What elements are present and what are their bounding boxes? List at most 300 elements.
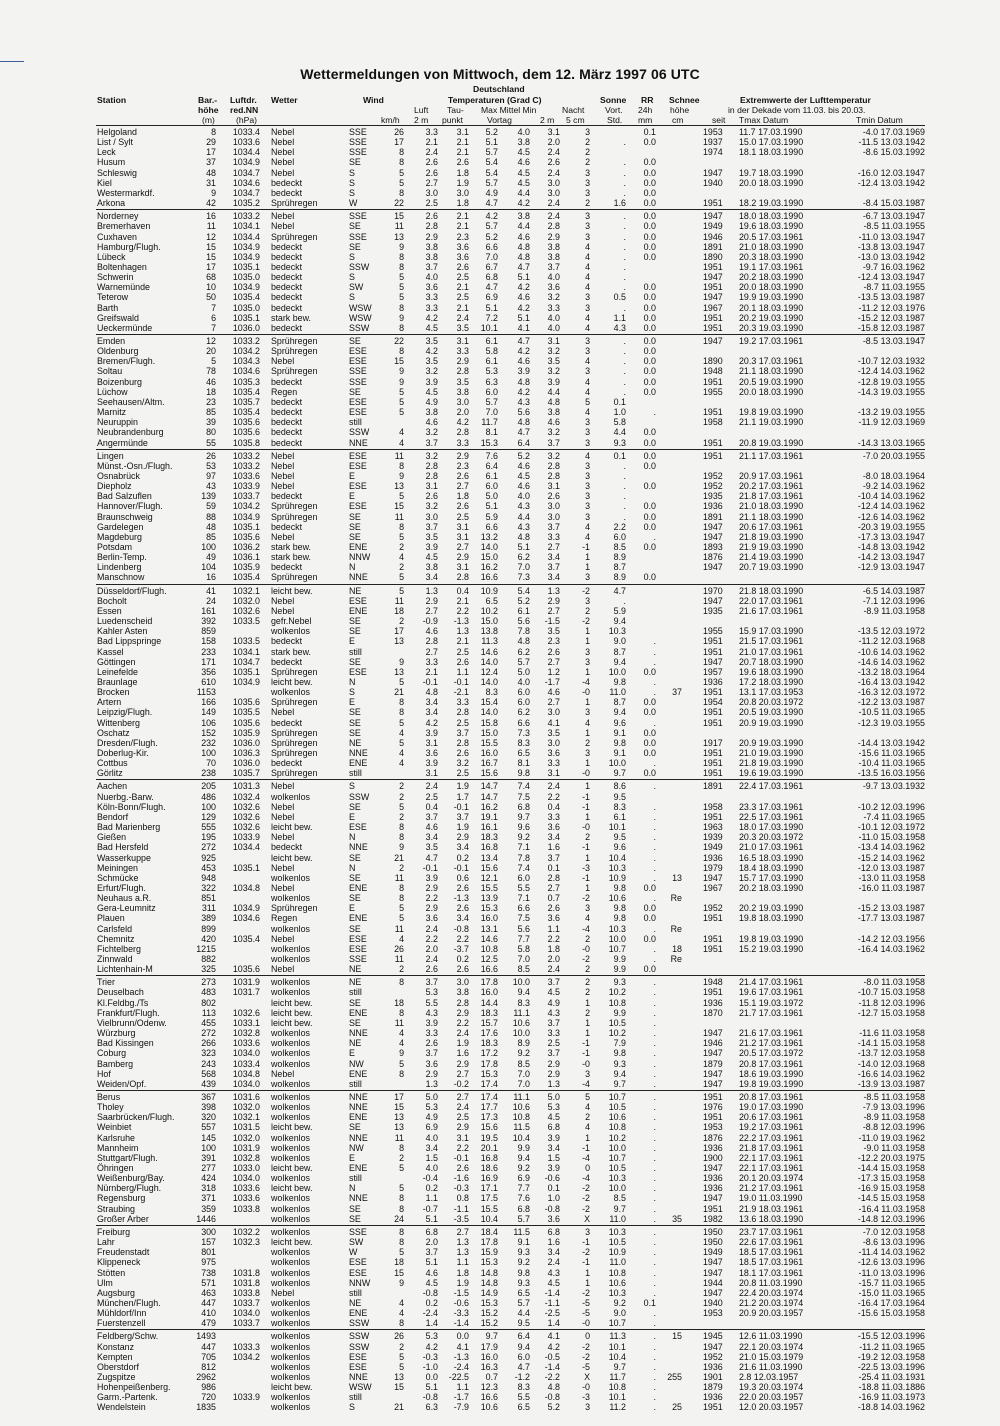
tmin-record: -11.5 13.03.1942 (858, 137, 925, 148)
record-since: 1954 (703, 697, 723, 708)
record-since: 1951 (703, 707, 723, 718)
wind-direction: SSW (349, 1318, 370, 1329)
night-min: 2 (585, 157, 590, 168)
station-name: Stötten (97, 1267, 126, 1278)
wind-direction: ESE (349, 1361, 367, 1372)
table-row (0, 944, 1000, 954)
table-row (0, 647, 1000, 657)
max-temp: 18.3 (480, 1007, 498, 1018)
sunshine-hours: 0.1 (613, 396, 626, 407)
tmin-record: -12.4 13.03.1947 (857, 272, 925, 283)
pressure-value: 1035.7 (232, 768, 260, 779)
tmin-record: -14.0 12.03.1968 (857, 1058, 925, 1069)
max-temp: 17.1 (480, 1183, 498, 1194)
min-temp: 1.3 (547, 1078, 560, 1089)
header-temps: Temperaturen (Grad C) (448, 95, 542, 105)
wind-direction: SE (349, 221, 361, 232)
station-name: Gera-Leumnitz (97, 903, 156, 914)
header-tmin: Tmin Datum (856, 115, 903, 125)
mean-temp: 9.1 (517, 1237, 530, 1248)
weather-text: wolkenlos (271, 1152, 310, 1163)
wind-speed: 13 (394, 1122, 404, 1133)
min-temp: 4.1 (547, 1331, 560, 1342)
tmax-record: 22.1 17.03.1961 (739, 1152, 804, 1163)
wind-direction: SSE (349, 211, 367, 222)
station-name: Mannheim (97, 1142, 139, 1153)
tmin-record: -15.7 11.03.1965 (858, 1277, 925, 1288)
tmin-record: -12.6 13.03.1996 (857, 1257, 925, 1268)
wind-speed: 4 (399, 933, 404, 944)
weather-text: Nebel (271, 147, 295, 158)
dew-point: -3.7 (453, 943, 469, 954)
weather-text: wolkenlos (271, 1173, 310, 1184)
weather-text: bedeckt (271, 717, 303, 728)
mean-temp: 4.7 (517, 1361, 530, 1372)
height-value: 97 (206, 470, 216, 481)
table-row (0, 1069, 1000, 1079)
tmin-record: -9.2 14.03.1962 (862, 481, 925, 492)
sunshine-hours: . (623, 282, 626, 293)
weather-text: leicht bew. (271, 1183, 313, 1194)
dew-point: 3.6 (456, 251, 469, 262)
weather-text: wolkenlos (271, 1267, 310, 1278)
max-temp: 14.8 (480, 1277, 498, 1288)
station-name: Magdeburg (97, 531, 142, 542)
max-temp: 15.2 (480, 1318, 498, 1329)
table-row (0, 1204, 1000, 1214)
mean-temp: 7.4 (517, 862, 530, 873)
table-row (0, 1079, 1000, 1089)
tmin-record: -13.4 14.03.1962 (857, 842, 925, 853)
weather-text: leicht bew. (271, 1007, 313, 1018)
air-temp: 4.2 (425, 1341, 438, 1352)
min-temp: 2.9 (547, 231, 560, 242)
table-row (0, 977, 1000, 987)
table-row (0, 853, 1000, 863)
snow-depth: 37 (672, 687, 682, 698)
table-row (0, 157, 1000, 167)
dew-point: 1.3 (456, 1247, 469, 1258)
air-temp: 3.8 (425, 562, 438, 573)
mean-temp: 4.7 (517, 261, 530, 272)
min-temp: 3.4 (547, 1247, 560, 1258)
dew-point: 2.5 (456, 717, 469, 728)
table-row (0, 356, 1000, 366)
max-temp: 10.8 (480, 943, 498, 954)
air-temp: 2.7 (425, 646, 438, 657)
max-temp: 20.1 (480, 1142, 498, 1153)
weather-text: Sprühregen (271, 501, 318, 512)
mean-temp: 6.2 (517, 552, 530, 563)
dew-point: 2.5 (456, 272, 469, 283)
max-temp: 12.5 (480, 954, 498, 964)
station-name: Nürnberg/Flugh. (97, 1183, 162, 1194)
pressure-value: 1035.0 (232, 272, 260, 283)
dew-point: 2.9 (456, 1058, 469, 1069)
air-temp: 3.7 (425, 521, 438, 532)
station-name: Lübeck (97, 251, 126, 262)
record-since: 1947 (703, 1267, 723, 1278)
pressure-value: 1033.4 (232, 127, 260, 137)
table-row (0, 542, 1000, 552)
tmin-record: -14.8 13.03.1942 (857, 542, 925, 552)
wind-speed: 5 (399, 572, 404, 583)
mean-temp: 5.6 (517, 923, 530, 934)
night-min: 5 (585, 396, 590, 407)
table-row (0, 1143, 1000, 1153)
min-temp: 3.7 (547, 1048, 560, 1059)
precipitation: . (653, 811, 656, 822)
air-temp: 3.8 (425, 241, 438, 252)
air-temp: 2.7 (425, 605, 438, 616)
record-since: 1936 (703, 501, 723, 512)
max-temp: 4.2 (485, 211, 498, 222)
weather-text: Nebel (271, 595, 295, 606)
wind-speed: 4 (399, 748, 404, 758)
height-value: 39 (206, 417, 216, 428)
max-temp: 4.9 (485, 187, 498, 198)
min-temp: 0.7 (547, 893, 560, 904)
max-temp: 8.3 (485, 687, 498, 698)
dew-point: 2.2 (456, 1142, 469, 1153)
table-row (0, 168, 1000, 178)
wind-speed: 26 (394, 127, 404, 137)
max-temp: 19.1 (480, 811, 498, 822)
record-since: 1891 (703, 781, 723, 792)
tmax-record: 21.0 18.03.1990 (739, 241, 804, 252)
height-value: 85 (206, 407, 216, 418)
wind-direction: SE (349, 717, 361, 728)
wind-speed: 4 (399, 1028, 404, 1039)
header-min-2m: 2 m (540, 115, 555, 125)
height-value: 11 (206, 221, 216, 232)
mean-temp: 4.8 (517, 376, 530, 387)
height-value: 7 (211, 302, 216, 313)
mean-temp: 7.0 (517, 1068, 530, 1079)
air-temp: 3.4 (425, 707, 438, 718)
weather-text: wolkenlos (271, 1226, 310, 1237)
wind-speed: 18 (394, 605, 404, 616)
record-since: 1951 (703, 437, 723, 448)
record-since: 1951 (703, 282, 723, 293)
air-temp: 2.9 (425, 882, 438, 893)
pressure-value: 1033.5 (232, 616, 260, 627)
height-value: 557 (201, 1122, 216, 1133)
weather-text: Nebel (271, 356, 295, 367)
pressure-value: 1034.3 (232, 356, 260, 367)
pressure-value: 1031.9 (232, 1142, 260, 1153)
height-value: 1493 (196, 1331, 216, 1342)
max-temp: 12.1 (480, 872, 498, 883)
header-luft-3: (hPa) (236, 115, 258, 125)
weather-text: wolkenlos (271, 1048, 310, 1059)
tmax-record: 21.5 17.03.1961 (739, 636, 804, 647)
night-min: -4 (582, 1173, 590, 1184)
wind-speed: 8 (399, 302, 404, 313)
dew-point: 1.8 (456, 1267, 469, 1278)
record-since: 1901 (703, 1372, 723, 1382)
tmax-record: 21.0 18.03.1990 (739, 501, 804, 512)
night-min: 4 (585, 282, 590, 293)
station-name: Artern (97, 697, 122, 708)
sunshine-hours: 9.0 (613, 1308, 626, 1319)
station-name: Bremen/Flugh. (97, 356, 156, 367)
pressure-value: 1033.6 (232, 470, 260, 481)
pressure-value: 1034.2 (232, 346, 260, 357)
sunshine-hours: 8.7 (613, 562, 626, 573)
mean-temp: 6.8 (517, 801, 530, 812)
mean-temp: 9.2 (517, 1257, 530, 1268)
air-temp: 3.2 (425, 450, 438, 461)
max-temp: 17.9 (480, 1341, 498, 1352)
height-value: 106 (201, 717, 216, 728)
station-name: Greifswald (97, 312, 139, 323)
wind-direction: ESE (349, 933, 367, 944)
header-tau-2: punkt (442, 115, 464, 125)
min-temp: 4.5 (547, 1112, 560, 1123)
max-temp: 14.7 (480, 781, 498, 792)
height-value: 311 (201, 903, 216, 914)
max-temp: 14.7 (480, 791, 498, 802)
wind-speed: 2 (399, 542, 404, 552)
height-value: 325 (201, 964, 216, 975)
weather-text: Sprühregen (271, 336, 318, 346)
min-temp: 4.0 (547, 322, 560, 333)
height-value: 26 (206, 450, 216, 461)
night-min: -1 (582, 791, 590, 802)
dew-point: 2.1 (456, 636, 469, 647)
night-min: 4 (585, 356, 590, 367)
wind-direction: ESE (349, 666, 367, 677)
mean-temp: 9.2 (517, 1048, 530, 1059)
height-value: 53 (206, 460, 216, 471)
air-temp: 4.5 (425, 322, 438, 333)
weather-text: wolkenlos (271, 1297, 310, 1308)
tmax-record: 20.3 20.03.1972 (739, 832, 804, 843)
table-row (0, 127, 1000, 137)
tmin-record: -10.4 11.03.1965 (858, 758, 925, 769)
sunshine-hours: 11.7 (609, 1372, 626, 1382)
weather-text: Nebel (271, 137, 295, 148)
dew-point: 3.7 (456, 811, 469, 822)
mean-temp: 4.3 (517, 501, 530, 512)
wind-direction: NNE (349, 842, 368, 853)
air-temp: -0.4 (422, 1173, 438, 1184)
night-min: -5 (582, 1361, 590, 1372)
night-min: 1 (585, 852, 590, 863)
sunshine-hours: 9.8 (613, 903, 626, 914)
station-name: Fichtelberg (97, 943, 141, 954)
table-row (0, 1342, 1000, 1352)
wind-direction: ESE (349, 407, 367, 418)
precipitation: . (653, 1267, 656, 1278)
table-row (0, 252, 1000, 262)
table-row (0, 512, 1000, 522)
wind-speed: 8 (399, 1237, 404, 1248)
station-name: Essen (97, 605, 122, 616)
mean-temp: 6.9 (517, 1173, 530, 1184)
height-value: 447 (201, 1297, 216, 1308)
weather-text: Sprühregen (271, 346, 318, 357)
tmax-record: 22.6 17.03.1961 (739, 1237, 804, 1248)
dew-point: 2.6 (456, 656, 469, 667)
mean-temp: 6.6 (517, 717, 530, 728)
wind-direction: SSE (349, 366, 367, 377)
tmax-record: 20.2 17.03.1961 (739, 481, 804, 492)
min-temp: 2.6 (547, 646, 560, 657)
pressure-value: 1035.4 (232, 292, 260, 303)
air-temp: 5.3 (425, 987, 438, 998)
mean-temp: 9.4 (517, 1341, 530, 1352)
tmax-record: 19.0 17.03.1990 (739, 1102, 804, 1113)
night-min: 3 (585, 187, 590, 198)
station-name: Boltenhagen (97, 261, 147, 272)
tmax-record: 22.1 20.03.1974 (739, 1341, 804, 1352)
dew-point: 0.0 (456, 1331, 469, 1342)
wind-direction: NW (349, 1142, 364, 1153)
weather-text: wolkenlos (271, 977, 310, 988)
min-temp: 2.3 (547, 636, 560, 647)
pressure-value: 1035.4 (232, 386, 260, 397)
wind-direction: still (349, 1173, 362, 1184)
precipitation: . (653, 1102, 656, 1113)
wind-direction: ESE (349, 460, 367, 471)
sunshine-hours: 10.0 (608, 1142, 626, 1153)
air-temp: 2.6 (425, 157, 438, 168)
height-value: 37 (206, 157, 216, 168)
wind-speed: 8 (399, 157, 404, 168)
min-temp: 2.8 (547, 460, 560, 471)
night-min: 2 (585, 987, 590, 998)
weather-text: bedeckt (271, 842, 303, 853)
weather-text: wolkenlos (271, 1213, 310, 1224)
dew-point: 0.4 (456, 585, 469, 596)
station-name: Zugspitze (97, 1372, 136, 1382)
record-since: 1947 (703, 595, 723, 606)
precipitation: . (653, 1142, 656, 1153)
station-name: Bad Lippspringe (97, 636, 162, 647)
air-temp: -0.3 (422, 1351, 438, 1362)
tmin-record: -11.0 13.03.1996 (858, 1267, 925, 1278)
precipitation: 0.0 (643, 748, 656, 758)
weather-text: bedeckt (271, 376, 303, 387)
weather-text: stark bew. (271, 542, 311, 552)
table-row (0, 768, 1000, 778)
air-temp: 3.3 (425, 656, 438, 667)
station-name: Kempten (97, 1351, 133, 1362)
station-name: Angermünde (97, 437, 148, 448)
table-row (0, 387, 1000, 397)
mean-temp: 5.1 (517, 542, 530, 552)
mean-temp: 11.5 (513, 1226, 530, 1237)
night-min: 4 (585, 261, 590, 272)
wind-speed: 13 (394, 1112, 404, 1123)
air-temp: 4.0 (425, 1132, 438, 1143)
pressure-value: 1032.6 (232, 1007, 260, 1018)
wind-speed: 8 (399, 261, 404, 272)
mean-temp: 5.2 (517, 595, 530, 606)
sunshine-hours: . (623, 376, 626, 387)
weather-text: leicht bew. (271, 585, 313, 596)
mean-temp: 4.5 (517, 470, 530, 481)
mean-temp: 5.1 (517, 312, 530, 323)
record-since: 1951 (703, 768, 723, 779)
wind-direction: NNE (349, 1372, 368, 1382)
sunshine-hours: 10.9 (608, 872, 626, 883)
wind-speed: 26 (394, 943, 404, 954)
air-temp: 4.6 (425, 1267, 438, 1278)
weather-text: wolkenlos (271, 1203, 310, 1214)
max-temp: 15.8 (480, 717, 498, 728)
record-since: 1947 (703, 531, 723, 542)
mean-temp: 9.2 (517, 1163, 530, 1173)
pressure-value: 1033.9 (232, 481, 260, 492)
precipitation: . (653, 1058, 656, 1069)
record-since: 1945 (703, 1331, 723, 1342)
air-temp: 2.9 (425, 595, 438, 606)
air-temp: 3.8 (425, 407, 438, 418)
station-name: Bad Marienberg (97, 822, 161, 833)
max-temp: 15.9 (480, 1247, 498, 1258)
min-temp: 3.3 (547, 531, 560, 542)
tmax-record: 18.0 18.03.1990 (739, 211, 804, 222)
table-row (0, 1331, 1000, 1341)
mean-temp: 4.4 (517, 1308, 530, 1319)
min-temp: 6.8 (547, 1226, 560, 1237)
wind-speed: 4 (399, 1308, 404, 1319)
air-temp: 3.8 (425, 251, 438, 262)
tmax-record: 20.2 19.03.1990 (739, 903, 804, 914)
station-name: Hannover/Flugh. (97, 501, 163, 512)
sunshine-hours: 4.3 (613, 322, 626, 333)
pressure-value: 1032.0 (232, 1132, 260, 1143)
max-temp: 5.7 (485, 221, 498, 232)
mean-temp: 4.4 (517, 221, 530, 232)
mean-temp: 3.8 (517, 137, 530, 148)
tmax-record: 23.3 17.03.1961 (739, 801, 804, 812)
precipitation: 0.0 (643, 727, 656, 738)
pressure-value: 1036.2 (232, 542, 260, 552)
dew-point: 1.8 (456, 167, 469, 178)
night-min: -3 (582, 862, 590, 873)
height-value: 145 (201, 1132, 216, 1143)
wind-speed: 5 (399, 1351, 404, 1362)
mean-temp: 10.8 (512, 1112, 530, 1123)
height-value: 49 (206, 552, 216, 563)
precipitation: 0.0 (643, 427, 656, 438)
weather-text: stark bew. (271, 646, 311, 657)
weather-text: Sprühregen (271, 727, 318, 738)
wind-direction: SSE (349, 147, 367, 158)
min-temp: 2.8 (547, 470, 560, 481)
weather-text: leicht bew. (271, 822, 313, 833)
night-min: -2 (582, 1351, 590, 1362)
table-row (0, 562, 1000, 572)
wind-speed: 24 (394, 1213, 404, 1224)
record-since: 1936 (703, 997, 723, 1008)
dew-point: -0.8 (453, 923, 469, 934)
night-min: 3 (585, 656, 590, 667)
wind-direction: NE (349, 737, 362, 748)
wind-direction: NNE (349, 572, 368, 583)
record-since: 1951 (703, 198, 723, 209)
table-row (0, 1038, 1000, 1048)
table-row (0, 1308, 1000, 1318)
pressure-value: 1035.9 (232, 562, 260, 573)
record-since: 1951 (703, 450, 723, 461)
tmax-record: 20.8 19.03.1990 (739, 437, 804, 448)
mean-temp: 7.1 (517, 893, 530, 904)
